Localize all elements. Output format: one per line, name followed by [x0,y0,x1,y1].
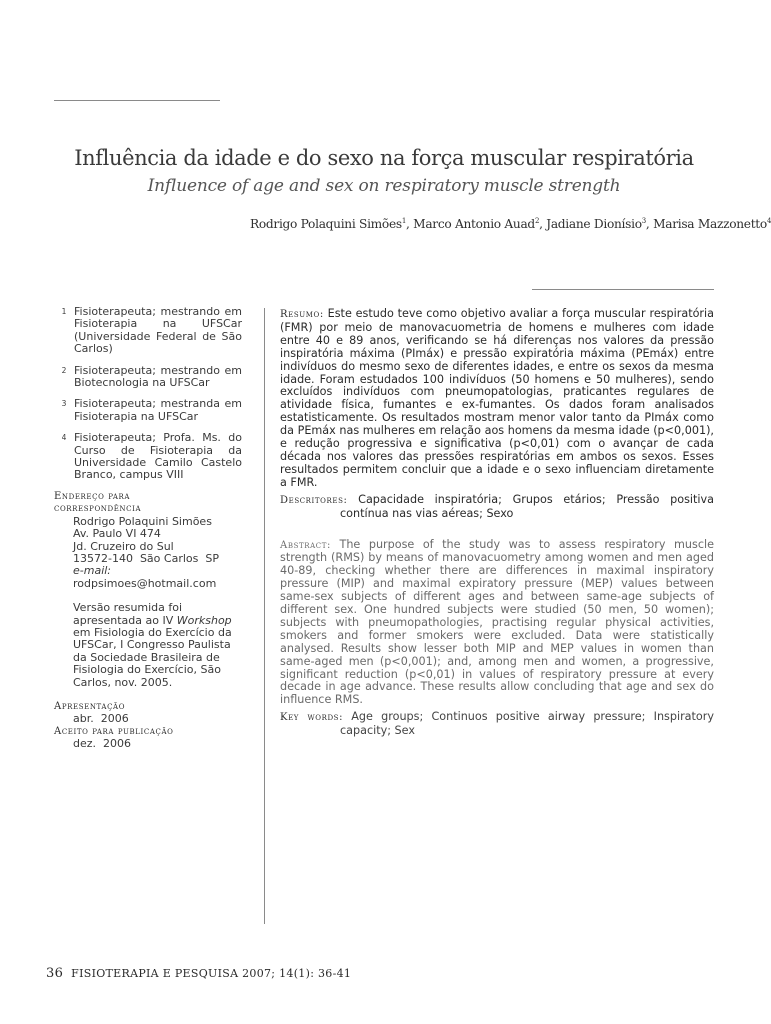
email-label: e-mail: [73,564,112,578]
descritores-line [280,494,714,521]
author-name: Jadiane Dionísio [546,217,642,232]
page-number: 36 [46,966,64,981]
affiliation-list [54,306,242,482]
author-name: Rodrigo Polaquini Simões [250,217,402,232]
affiliation-text: Fisioterapeuta; mestranda em Fisioterapia na UFSCar [74,397,242,423]
affiliation-text: Fisioterapeuta; mestrando em Fisioterapia na UFSCar (Universidade Federal de São Carlos) [74,305,242,356]
correspondence-street: Av. Paulo VI 474 [73,527,161,541]
right-rule [532,289,714,290]
author-name: Marisa Mazzonetto [653,217,767,232]
author-affiliation-mark: 4 [766,217,771,225]
correspondence-label-2: correspondência [54,503,142,515]
correspondence-block [54,491,242,689]
descritores-text: Capacidade inspiratória; Grupos etários; Pressão positiva contínua nas vias aéreas; Sexo [340,492,714,520]
author-affiliation-mark: 2 [534,217,540,225]
abstract-paragraph [280,539,714,708]
author-affiliation-mark: 3 [641,217,646,225]
article-title: Influência da idade e do sexo na força muscular respiratória [74,146,694,170]
keywords-text: Age groups; Continuos positive airway pressure; Inspiratory capacity; Sex [340,710,714,738]
presented-date: abr. 2006 [73,712,129,726]
page-footer [46,966,351,981]
descritores-label: Descritores: [280,494,348,506]
affiliation-number: 1 [61,307,67,316]
affiliation-text: Fisioterapeuta; mestrando em Biotecnologia na UFSCar [74,363,242,390]
journal-citation: FISIOTERAPIA E PESQUISA 2007; 14(1): 36-41 [71,967,352,980]
author-list [250,217,771,232]
abstract-text: The purpose of the study was to assess respiratory muscle strength (RMS) by means of manovacuometry among women and men aged 40-89, checking whether there are differences in maximal inspiratory pressure (MIP) and maximal expiratory pressure (MEP) values between same-sex subjects of different ages and between same-age subjects of different sex. One hundred subjects were studied (50 men, 50 women); subjects with pneumopathologies, practising regular physical activities, smokers and former smokers were excluded. Data were statistically analysed. Results show lesser both MIP and MEP values in women than same-aged men (p<0,001); and, among men and women, a progressive, significant reduction (p<0,01) in values of respiratory pressure at every decade in age advance. These results allow concluding that age and sex do influence RMS. [280,537,714,707]
author-separator: , [539,217,547,232]
author-separator: , [406,217,414,232]
affiliation-number: 2 [61,365,67,375]
resumo-label: Resumo: [280,309,324,320]
conference-note-workshop: Workshop [176,613,232,627]
author-name: Marco Antonio Auad [413,217,535,232]
resumo-text: Este estudo teve como objetivo avaliar a força muscular respiratória (FMR) por meio de manovacuometria de homens e mulheres com idade entre 40 e 89 anos, verificando se há diferenças nos valores da pressão inspiratória máxima (PImáx) e pressão expiratória máxima (PEmáx) entre indivíduos do mesmo sexo de diferentes idades, e entre os sexos da mesma idade. Foram estudados 100 indivíduos (50 homens e 50 mulheres), sendo excluídos indivíduos com pneumopatologias, praticantes regulares de atividade física, fumantes e ex-fumantes. Os dados foram analisados estatisticamente. Os resultados mostram menor valor tanto da PImáx como da PEmáx nas mulheres em relação aos homens da mesma idade (p<0,001), e redução progressiva e significativa (p<0,01) com o avançar de cada década nos valores das pressões respiratórias em ambos os sexos. Esses resultados permitem concluir que a idade e o sexo influenciam diretamente a FMR. [280,307,714,489]
article-title-english: Influence of age and sex on respiratory muscle strength [147,176,621,196]
accepted-label: Aceito para publicação [54,725,174,737]
affiliation-number: 4 [61,433,67,443]
sidebar-column [54,306,242,751]
affiliation-item [54,365,242,390]
abstract-column [280,308,714,738]
correspondence-city: 13572-140 São Carlos SP [73,551,219,565]
affiliation-text: Fisioterapeuta; Profa. Ms. do Curso de Fisioterapia da Universidade Camilo Castelo Branco, campus VIII [74,431,242,482]
keywords-block [280,711,714,738]
affiliation-number: 3 [61,399,67,409]
affiliation-item [54,432,242,482]
abstract-label: Abstract: [280,539,331,551]
descritores-block [280,494,714,521]
column-divider [264,308,265,924]
dates-block [54,701,242,751]
correspondence-label: Endereço para [54,490,131,502]
conference-note [73,602,242,689]
keywords-line [280,711,714,738]
keywords-label: Key words: [280,712,344,724]
top-rule [54,100,220,101]
presented-label: Apresentação [54,700,126,712]
conference-note-rest: em Fisiologia do Exercício da UFSCar, I Congresso Paulista da Sociedade Brasileira de Fisiologia do Exercício, São Carlos, nov. 2005. [73,625,232,689]
correspondence-district: Jd. Cruzeiro do Sul [73,539,174,553]
author-separator: , [645,217,654,232]
affiliation-item [54,398,242,423]
conference-note-text: Versão resumida foi apresentada ao IV [73,601,183,627]
email-link[interactable]: rodpsimoes@hotmail.com [73,576,217,590]
accepted-date: dez. 2006 [73,737,132,751]
correspondence-name: Rodrigo Polaquini Simões [73,514,212,528]
resumo-paragraph [280,308,714,490]
affiliation-item [54,306,242,356]
author-affiliation-mark: 1 [401,217,406,225]
